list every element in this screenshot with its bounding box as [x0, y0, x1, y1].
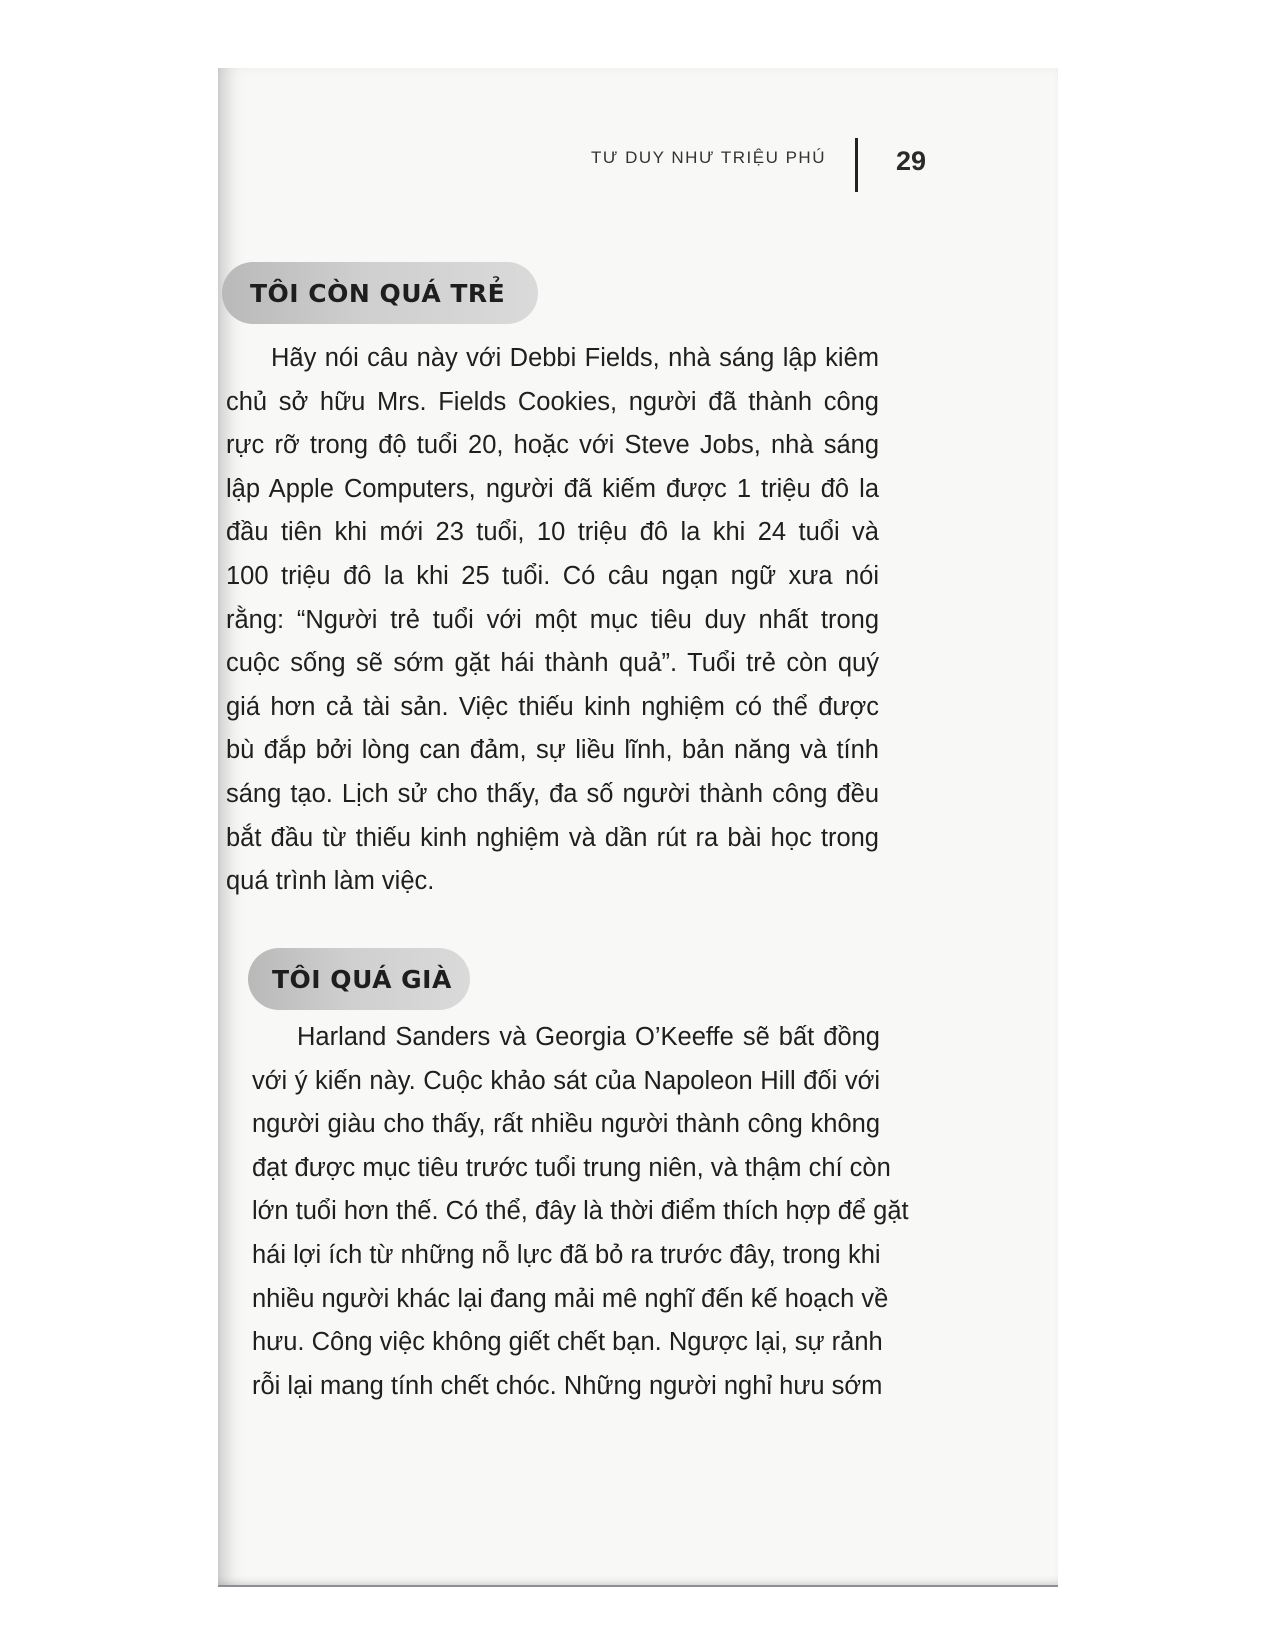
header-divider — [855, 138, 858, 192]
text-line: 100 triệu đô la khi 25 tuổi. Có câu ngạn ngữ xưa nói — [226, 561, 879, 590]
running-title: TƯ DUY NHƯ TRIỆU PHÚ — [590, 148, 826, 167]
text-line: nhiều người khác lại đang mải mê nghĩ đến kế hoạch về — [252, 1284, 889, 1313]
text-line: Hãy nói câu này với Debbi Fields, nhà sáng lập kiêm — [271, 344, 879, 372]
text-line: quá trình làm việc. — [226, 867, 435, 896]
text-line: lập Apple Computers, người đã kiếm được 1 triệu đô la — [226, 474, 879, 503]
book-page — [218, 68, 1058, 1587]
section-paragraph-young — [226, 337, 879, 904]
text-line: hưu. Công việc không giết chết bạn. Ngược lại, sự rảnh — [252, 1328, 883, 1357]
text-line: hái lợi ích từ những nỗ lực đã bỏ ra trước đây, trong khi — [252, 1240, 881, 1269]
section-heading-text: TÔI QUÁ GIÀ — [272, 964, 452, 994]
text-line: rỗi lại mang tính chết chóc. Những người nghỉ hưu sớm — [252, 1371, 883, 1400]
text-line: lớn tuổi hơn thế. Có thể, đây là thời điểm thích hợp để gặt — [252, 1197, 909, 1226]
section-heading-young — [222, 262, 538, 324]
text-line: Harland Sanders và Georgia O’Keeffe sẽ bất đồng — [297, 1023, 880, 1051]
text-line: người giàu cho thấy, rất nhiều người thành công không — [252, 1110, 880, 1139]
text-line: với ý kiến này. Cuộc khảo sát của Napoleon Hill đối với — [252, 1066, 880, 1095]
text-line: bù đắp bởi lòng can đảm, sự liều lĩnh, bản năng và tính — [226, 736, 879, 765]
text-line: giá hơn cả tài sản. Việc thiếu kinh nghiệm có thể được — [226, 692, 879, 721]
text-line: sáng tạo. Lịch sử cho thấy, đa số người thành công đều — [226, 779, 879, 808]
text-line: đầu tiên khi mới 23 tuổi, 10 triệu đô la khi 24 tuổi và — [226, 518, 879, 547]
section-heading-old — [248, 948, 470, 1010]
section-heading-text: TÔI CÒN QUÁ TRẺ — [250, 278, 506, 308]
text-line: cuộc sống sẽ sớm gặt hái thành quả”. Tuổi trẻ còn quý — [226, 649, 879, 678]
section-paragraph-old — [252, 1016, 909, 1408]
text-line: rằng: “Người trẻ tuổi với một mục tiêu duy nhất trong — [226, 605, 879, 634]
page-number: 29 — [896, 146, 927, 176]
text-line: chủ sở hữu Mrs. Fields Cookies, người đã thành công — [226, 387, 879, 416]
text-line: bắt đầu từ thiếu kinh nghiệm và dần rút ra bài học trong — [226, 823, 879, 852]
text-line: đạt được mục tiêu trước tuổi trung niên, và thậm chí còn — [252, 1153, 891, 1182]
text-line: rực rỡ trong độ tuổi 20, hoặc với Steve Jobs, nhà sáng — [226, 431, 879, 460]
